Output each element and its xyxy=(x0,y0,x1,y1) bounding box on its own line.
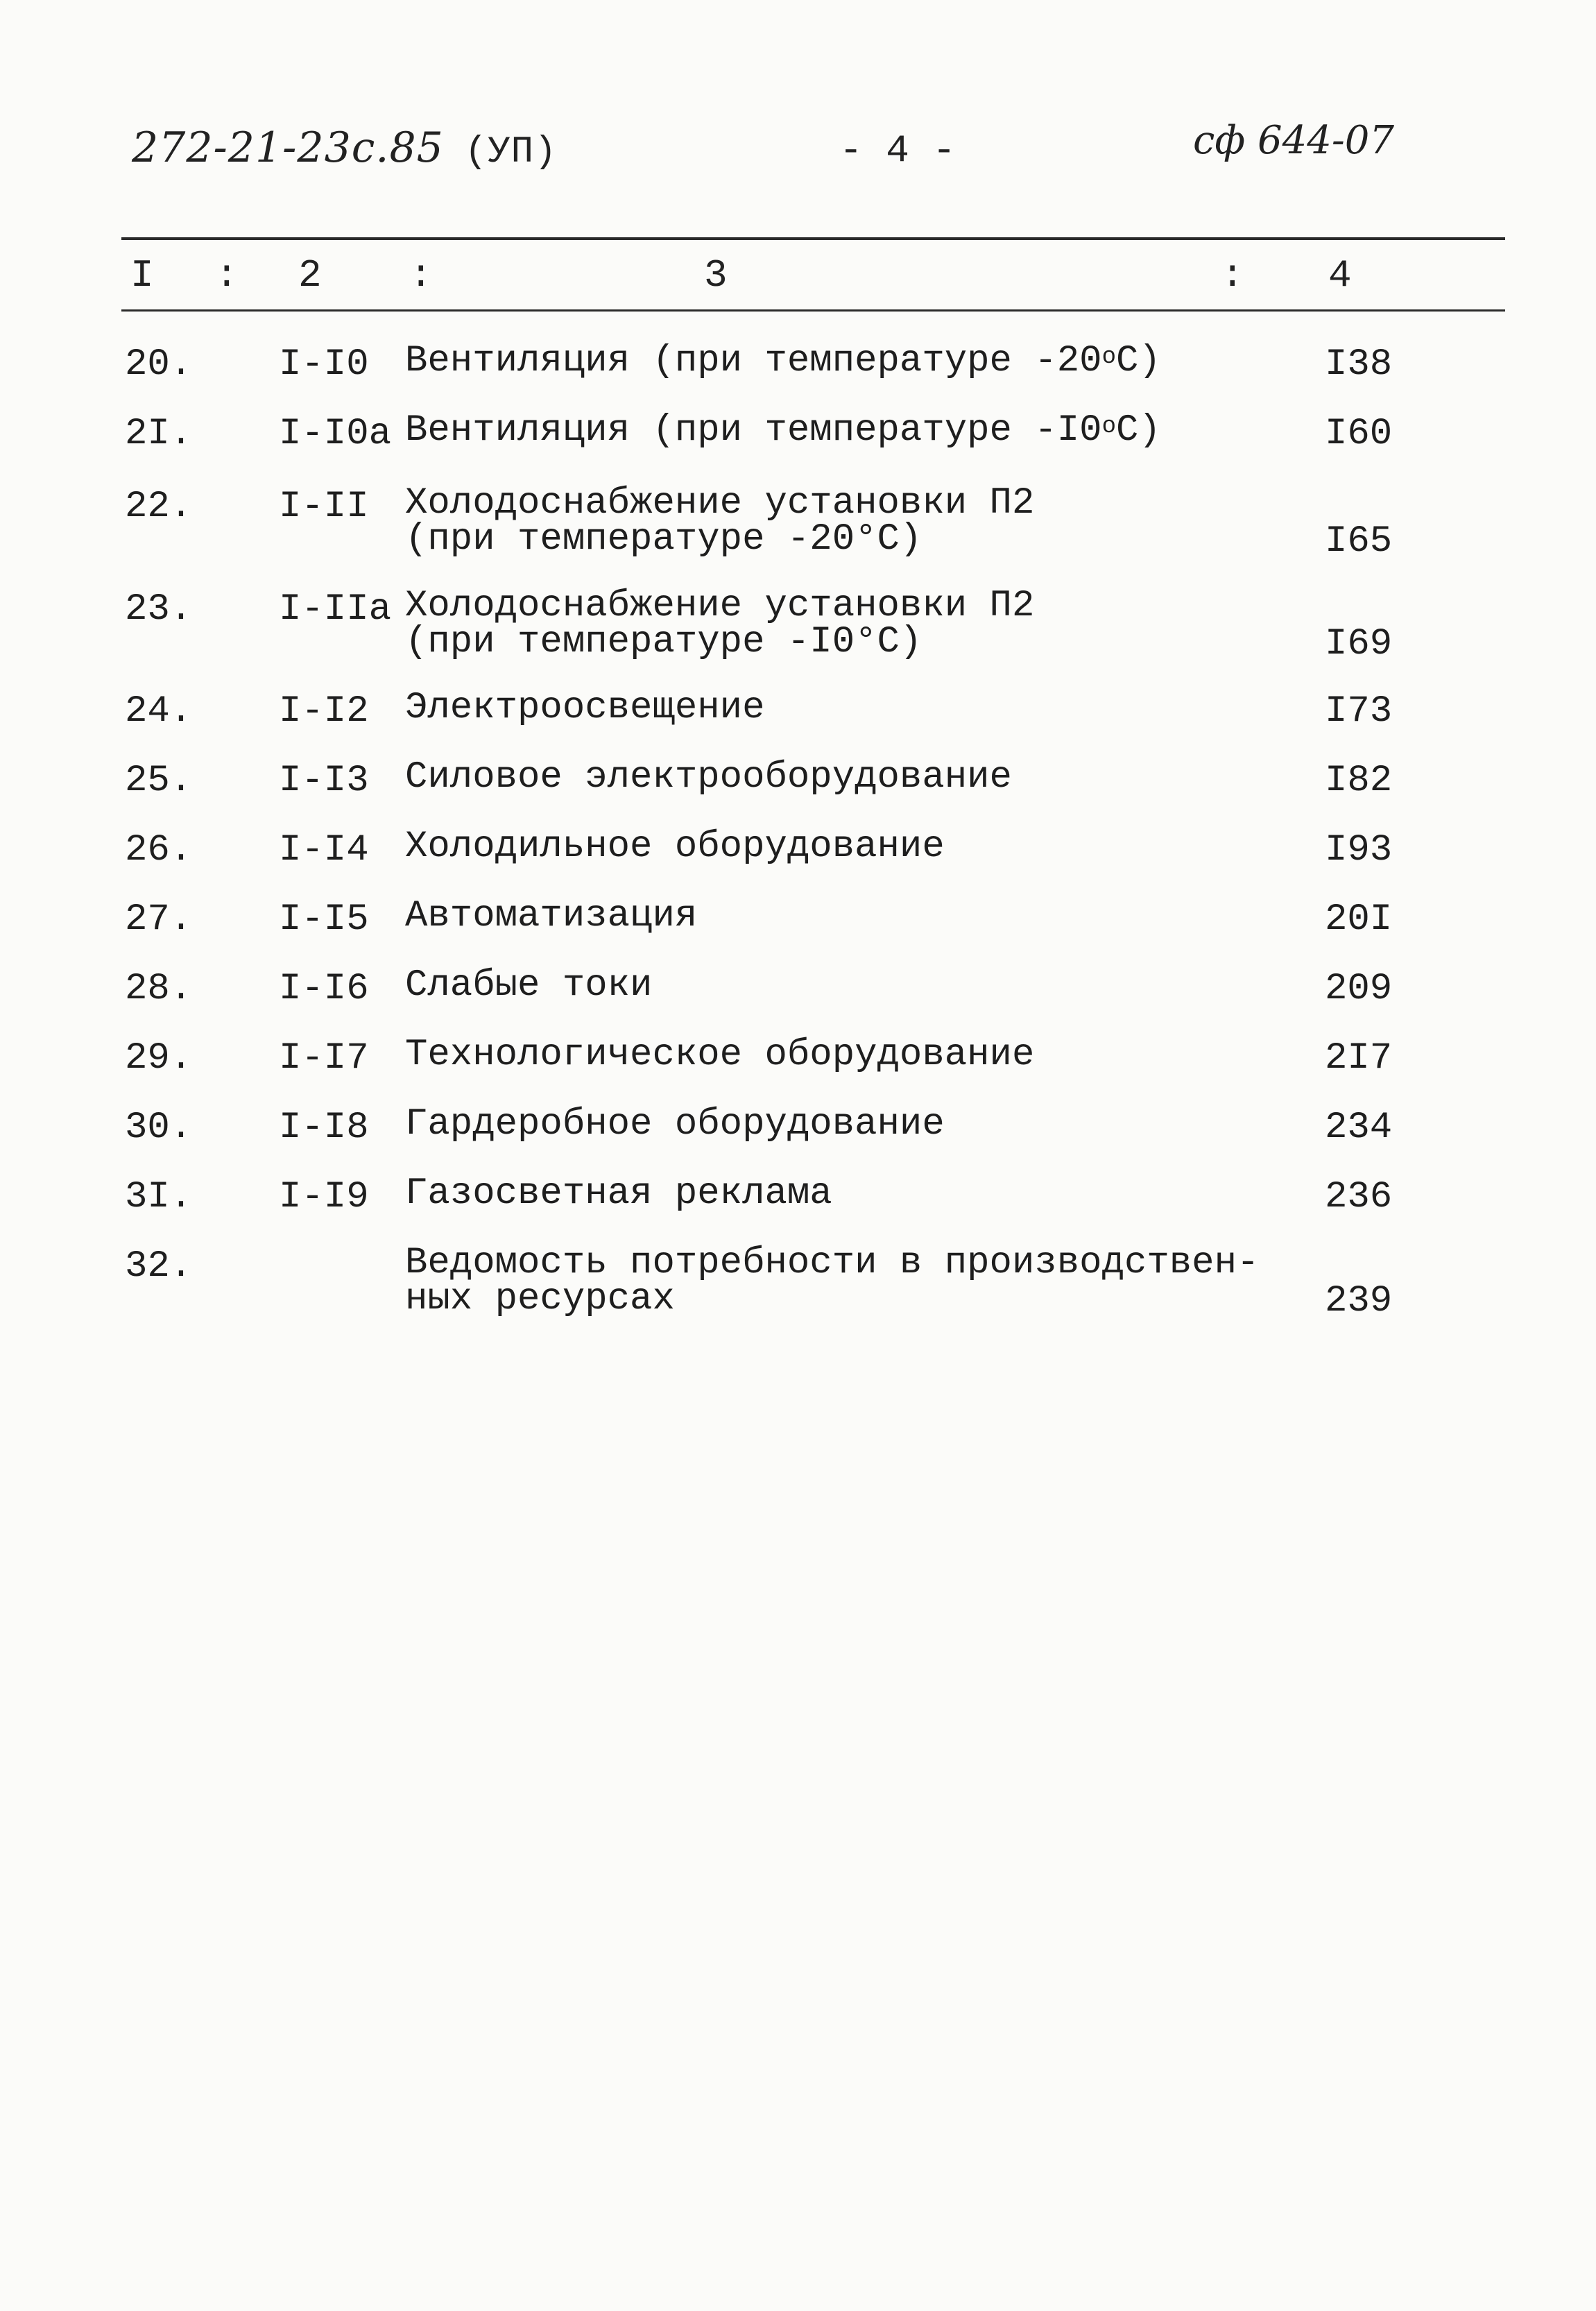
degree-mark: о xyxy=(1101,344,1116,370)
section-title xyxy=(405,964,653,1007)
section-title-line2: (при температуре -I0°С) xyxy=(405,621,923,663)
table-top-rule xyxy=(121,237,1505,240)
section-title xyxy=(405,1103,945,1145)
page-number: - 4 - xyxy=(839,128,956,173)
section-code: I-IIа xyxy=(279,588,392,631)
column-separator-1: : xyxy=(215,253,239,298)
section-code: I-I9 xyxy=(279,1176,369,1218)
section-code: I-I4 xyxy=(279,829,369,871)
section-title-text: Вентиляция (при температуре -I0 xyxy=(405,409,1102,452)
section-title-text: Слабые токи xyxy=(405,964,653,1007)
section-title xyxy=(405,340,1161,382)
table-header-rule xyxy=(121,309,1505,312)
section-title-text: Газосветная реклама xyxy=(405,1172,832,1215)
section-code: I-I3 xyxy=(279,760,369,802)
row-number: 20. xyxy=(125,343,193,386)
column-header-3: 3 xyxy=(704,253,728,298)
document-code xyxy=(132,123,557,173)
section-code: I-I2 xyxy=(279,690,369,733)
section-title-text: Ведомость потребности в производствен- xyxy=(405,1242,1260,1284)
section-title-text: Силовое электрооборудование xyxy=(405,756,1012,799)
page-reference: 239 xyxy=(1325,1280,1393,1322)
section-code: I-II xyxy=(279,486,369,528)
column-separator-3: : xyxy=(1221,253,1244,298)
row-number: 2I. xyxy=(125,413,193,455)
row-number: 24. xyxy=(125,690,193,733)
section-title-text: Холодоснабжение установки П2 xyxy=(405,482,1035,525)
section-title xyxy=(405,756,1012,799)
document-code-number: 272-21-23с.85 xyxy=(132,123,444,172)
page-reference: 20I xyxy=(1325,898,1393,941)
page-reference: 209 xyxy=(1325,968,1393,1010)
page-reference: 234 xyxy=(1325,1107,1393,1149)
section-title xyxy=(405,1034,1035,1076)
page-reference: I38 xyxy=(1325,343,1393,386)
section-code: I-I8 xyxy=(279,1107,369,1149)
page-reference: 236 xyxy=(1325,1176,1393,1218)
page-reference: I73 xyxy=(1325,690,1393,733)
section-title-text: Холодоснабжение установки П2 xyxy=(405,585,1035,627)
section-title-text: Холодильное оборудование xyxy=(405,826,945,868)
row-number: 23. xyxy=(125,588,193,631)
row-number: 27. xyxy=(125,898,193,941)
section-title xyxy=(405,482,1035,561)
section-code: I-I7 xyxy=(279,1037,369,1080)
document-code-suffix: (УП) xyxy=(464,131,558,173)
section-code: I-I0а xyxy=(279,413,392,455)
section-title-text: Автоматизация xyxy=(405,895,698,937)
section-title xyxy=(405,687,765,729)
section-title xyxy=(405,826,945,868)
degree-mark: о xyxy=(1101,413,1116,440)
page-reference: 2I7 xyxy=(1325,1037,1393,1080)
section-title-line2: (при температуре -20°С) xyxy=(405,518,923,561)
handwritten-reference: сф 644-07 xyxy=(1193,118,1395,163)
row-number: 30. xyxy=(125,1107,193,1149)
column-header-2: 2 xyxy=(298,253,322,298)
row-number: 25. xyxy=(125,760,193,802)
column-header-4: 4 xyxy=(1328,253,1352,298)
section-title xyxy=(405,1172,832,1215)
row-number: 32. xyxy=(125,1245,193,1288)
section-code: I-I6 xyxy=(279,968,369,1010)
section-title-text: Технологическое оборудование xyxy=(405,1034,1035,1076)
page-reference: I93 xyxy=(1325,829,1393,871)
column-separator-2: : xyxy=(409,253,433,298)
section-code: I-I5 xyxy=(279,898,369,941)
section-title-unit: С) xyxy=(1115,409,1161,452)
section-title-text: Электроосвещение xyxy=(405,687,765,729)
page-reference: I82 xyxy=(1325,760,1393,802)
section-title xyxy=(405,1242,1260,1320)
section-title-line2: ных ресурсах xyxy=(405,1278,675,1320)
row-number: 3I. xyxy=(125,1176,193,1218)
column-header-1: I xyxy=(130,253,154,298)
row-number: 28. xyxy=(125,968,193,1010)
row-number: 22. xyxy=(125,486,193,528)
page-reference: I69 xyxy=(1325,623,1393,665)
row-number: 29. xyxy=(125,1037,193,1080)
page-reference: I60 xyxy=(1325,413,1393,455)
section-title xyxy=(405,409,1161,452)
section-title-unit: С) xyxy=(1115,340,1161,382)
section-title xyxy=(405,585,1035,663)
page-reference: I65 xyxy=(1325,520,1393,563)
section-title xyxy=(405,895,698,937)
section-title-text: Гардеробное оборудование xyxy=(405,1103,945,1145)
row-number: 26. xyxy=(125,829,193,871)
section-title-text: Вентиляция (при температуре -20 xyxy=(405,340,1102,382)
section-code: I-I0 xyxy=(279,343,369,386)
